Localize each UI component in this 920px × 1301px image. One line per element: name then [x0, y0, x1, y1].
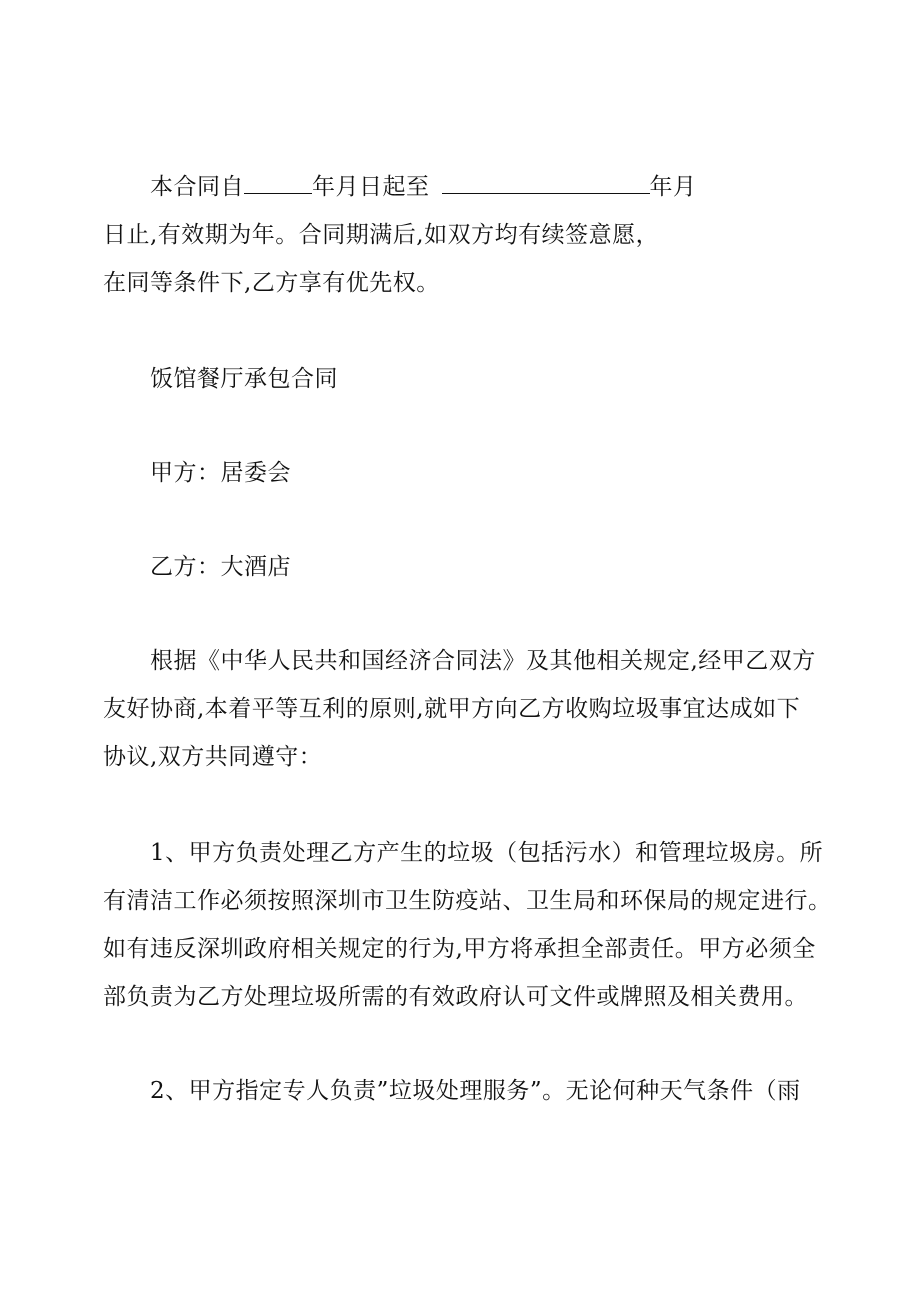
preamble-line-3: 协议,双方共同遵守：: [103, 744, 323, 770]
clause-1-line-1: 1、甲方负责处理乙方产生的垃圾（包括污水）和管理垃圾房。所: [150, 840, 824, 866]
clause-1-line-3: 如有违反深圳政府相关规定的行为,甲方将承担全部责任。甲方必须全: [103, 936, 816, 962]
contract-title: 饭馆餐厅承包合同: [150, 366, 338, 392]
party-a: 甲方：居委会: [150, 460, 291, 486]
term-clause-line-1: [150, 172, 697, 202]
term-clause-line-3: 在同等条件下,乙方享有优先权。: [103, 270, 440, 296]
party-b: 乙方：大酒店: [150, 554, 291, 580]
term-clause-line-2: 日止,有效期为年。合同期满后,如双方均有续签意愿，: [103, 222, 660, 248]
term-clause-text-middle: 年月日起至: [312, 174, 430, 200]
clause-2-line-1: 2、甲方指定专人负责”垃圾处理服务”。无论何种天气条件（雨: [150, 1078, 801, 1104]
end-date-blank: [442, 173, 650, 194]
clause-1-line-4: 部负责为乙方处理垃圾所需的有效政府认可文件或牌照及相关费用。: [103, 984, 808, 1010]
preamble-line-1: 根据《中华人民共和国经济合同法》及其他相关规定,经甲乙双方: [150, 648, 816, 674]
start-date-blank: [244, 173, 312, 194]
term-clause-text-end: 年月: [649, 174, 697, 200]
preamble-line-2: 友好协商,本着平等互利的原则,就甲方向乙方收购垃圾事宜达成如下: [103, 696, 801, 722]
clause-1-line-2: 有清洁工作必须按照深圳市卫生防疫站、卫生局和环保局的规定进行。: [103, 888, 832, 914]
term-clause-text-start: 本合同自: [150, 174, 244, 200]
